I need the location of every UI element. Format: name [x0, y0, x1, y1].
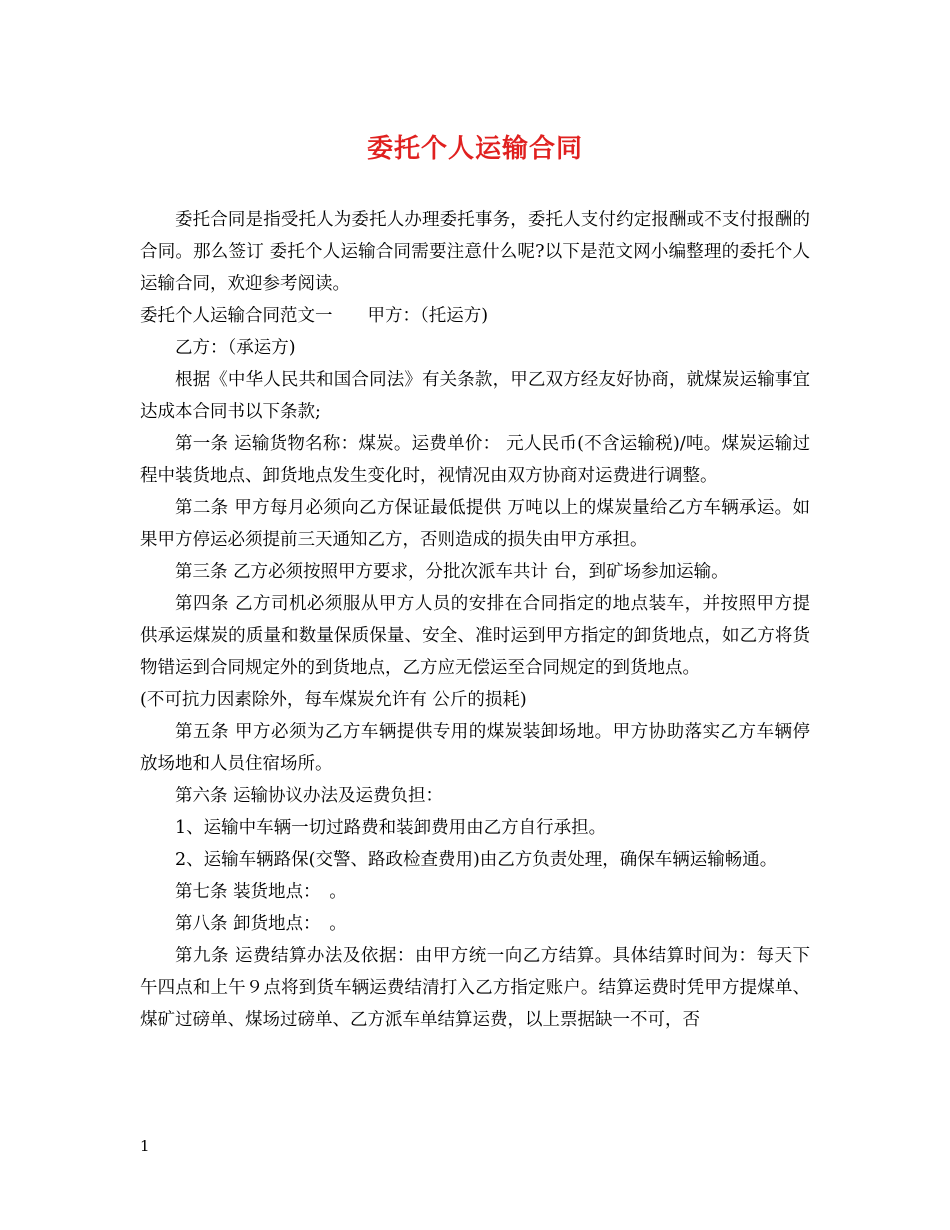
- article-4: 第四条 乙方司机必须服从甲方人员的安排在合同指定的地点装车，并按照甲方提供承运煤炭的质量和数量保质保量、安全、准时运到甲方指定的卸货地点，如乙方将货物错运到合同规定外的到货地点，乙方应无偿运至合同规定的到货地点。: [140, 594, 810, 678]
- article-6-item-1: 1、运输中车辆一切过路费和装卸费用由乙方自行承担。: [175, 818, 607, 838]
- contract-party-a-line: 委托个人运输合同范文一 甲方：（托运方): [140, 306, 489, 326]
- document-body: [140, 204, 810, 1036]
- document-title: 委托个人运输合同: [366, 134, 583, 164]
- contract-party-b-line: 乙方：（承运方): [175, 338, 296, 358]
- article-8: 第八条 卸货地点： 。: [175, 914, 347, 934]
- article-5: 第五条 甲方必须为乙方车辆提供专用的煤炭装卸场地。甲方协助落实乙方车辆停放场地和人员住宿场所。: [140, 722, 810, 774]
- article-9: 第九条 运费结算办法及依据：由甲方统一向乙方结算。具体结算时间为：每天下午四点和上午９点将到货车辆运费结清打入乙方指定账户。结算运费时凭甲方提煤单、煤矿过磅单、煤场过磅单、乙方派车单结算运费，以上票据缺一不可，否: [140, 946, 810, 1030]
- article-6-item-2: 2、运输车辆路保(交警、路政检查费用)由乙方负责处理，确保车辆运输畅通。: [175, 850, 778, 870]
- intro-paragraph: 委托合同是指受托人为委托人办理委托事务，委托人支付约定报酬或不支付报酬的合同。那么签订 委托个人运输合同需要注意什么呢?以下是范文网小编整理的委托个人运输合同，欢迎参考阅读。: [140, 210, 810, 294]
- article-4-note: (不可抗力因素除外，每车煤炭允许有 公斤的损耗): [140, 690, 527, 710]
- article-2: 第二条 甲方每月必须向乙方保证最低提供 万吨以上的煤炭量给乙方车辆承运。如果甲方停运必须提前三天通知乙方，否则造成的损失由甲方承担。: [140, 498, 810, 550]
- preamble-paragraph: 根据《中华人民共和国合同法》有关条款，甲乙双方经友好协商，就煤炭运输事宜达成本合同书以下条款;: [140, 370, 810, 422]
- article-1: 第一条 运输货物名称：煤炭。运费单价： 元人民币(不含运输税)/吨。煤炭运输过程中装货地点、卸货地点发生变化时，视情况由双方协商对运费进行调整。: [140, 434, 810, 486]
- article-3: 第三条 乙方必须按照甲方要求，分批次派车共计 台，到矿场参加运输。: [175, 562, 729, 582]
- article-7: 第七条 装货地点： 。: [175, 882, 347, 902]
- page-number: 1: [140, 1137, 150, 1155]
- article-6: 第六条 运输协议办法及运费负担：: [175, 786, 444, 806]
